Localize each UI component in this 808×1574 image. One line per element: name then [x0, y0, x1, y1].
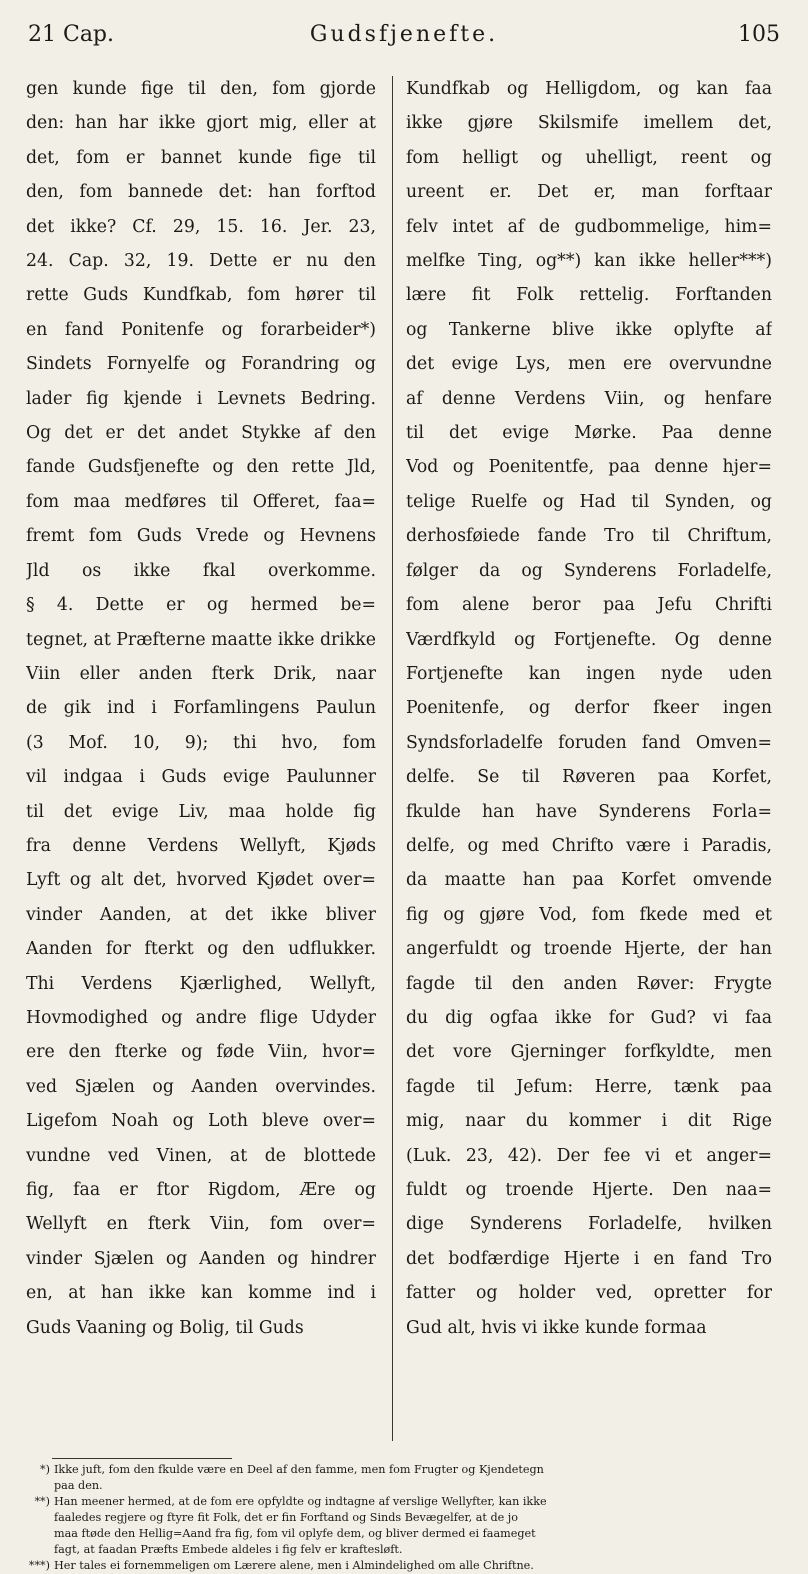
- text-line: fig og gjøre Vod, fom fkede med et: [406, 904, 772, 925]
- text-line: felv intet af de gudbommelige, him=: [406, 216, 772, 237]
- text-line: Og det er det andet Stykke af den: [26, 423, 376, 444]
- text-line: Værdfkyld og Fortjenefte. Og denne: [406, 629, 772, 650]
- text-line: fom maa medføres til Offeret, faa=: [26, 491, 376, 512]
- footnote-line: [26, 1462, 778, 1478]
- footnote-text: paa den.: [54, 1479, 103, 1492]
- page-header: [28, 22, 780, 58]
- text-line: 24. Cap. 32, 19. Dette er nu den: [26, 251, 376, 272]
- text-line: fom helligt og uhelligt, reent og: [406, 147, 772, 168]
- text-line: fuldt og troende Hjerte. Den naa=: [406, 1180, 772, 1200]
- text-line: til det evige Liv, maa holde fig: [26, 801, 376, 822]
- text-line: delfe, og med Chrifto være i Paradis,: [406, 835, 772, 856]
- text-line: fkulde han have Synderens Forla=: [406, 801, 772, 822]
- text-line: fremt fom Guds Vrede og Hevnens: [26, 526, 376, 547]
- text-line: følger da og Synderens Forladelfe,: [406, 560, 772, 581]
- footnote-mark: *): [40, 1463, 50, 1476]
- text-line: Jld os ikke fkal overkomme.: [26, 560, 376, 581]
- text-line: Fortjenefte kan ingen nyde uden: [406, 663, 772, 684]
- page-number: 105: [738, 22, 780, 47]
- text-line: af denne Verdens Viin, og henfare: [406, 388, 772, 409]
- text-line: Sindets Fornyelfe og Forandring og: [26, 354, 376, 375]
- text-line: Lyft og alt det, hvorved Kjødet over=: [26, 870, 376, 891]
- footnote-line: [26, 1510, 778, 1526]
- text-line: de gik ind i Forfamlingens Paulun: [26, 698, 376, 719]
- footnote-line: [26, 1478, 778, 1494]
- chapter-label: 21 Cap.: [28, 22, 115, 47]
- text-line: fande Gudsfjenefte og den rette Jld,: [26, 457, 376, 478]
- text-line: du dig ogfaa ikke for Gud? vi faa: [406, 1007, 772, 1028]
- text-line: vinder Sjælen og Aanden og hindrer: [26, 1248, 376, 1269]
- text-line: en, at han ikke kan komme ind i: [26, 1283, 376, 1304]
- text-line: da maatte han paa Korfet omvende: [406, 870, 772, 891]
- text-line: den, fom bannede det: han forftod: [26, 182, 376, 203]
- text-line: fig, faa er ftor Rigdom, Ære og: [26, 1180, 376, 1200]
- text-line: Wellyft en fterk Viin, fom over=: [26, 1214, 376, 1235]
- text-line: Hovmodighed og andre flige Udyder: [26, 1007, 376, 1028]
- text-line: det bodfærdige Hjerte i en fand Tro: [406, 1248, 772, 1269]
- text-line: det evige Lys, men ere overvundne: [406, 354, 772, 375]
- text-line: fagde til Jefum: Herre, tænk paa: [406, 1076, 772, 1097]
- text-line: ureent er. Det er, man forftaar: [406, 182, 772, 203]
- text-line: Viin eller anden fterk Drik, naar: [26, 663, 376, 684]
- footnotes: [26, 1462, 778, 1574]
- text-line: Gud alt, hvis vi ikke kunde formaa: [406, 1317, 707, 1338]
- text-line: lader fig kjende i Levnets Bedring.: [26, 388, 376, 409]
- text-line: fom alene beror paa Jefu Chrifti: [406, 595, 772, 616]
- footnote-text: Ikke juft, fom den fkulde være en Deel af den famme, men fom Frugter og Kjendetegn: [54, 1463, 544, 1476]
- text-line: fagde til den anden Røver: Frygte: [406, 973, 772, 994]
- text-line: Vod og Poenitentfe, paa denne hjer=: [406, 457, 772, 478]
- text-line: vil indgaa i Guds evige Paulunner: [26, 767, 376, 788]
- text-line: (Luk. 23, 42). Der fee vi et anger=: [406, 1145, 772, 1166]
- running-title: Gudsfjenefte.: [309, 22, 499, 47]
- right-column: [406, 72, 772, 1447]
- text-line: Aanden for fterkt og den udflukker.: [26, 939, 376, 960]
- text-line: melfke Ting, og**) kan ikke heller***): [406, 251, 772, 272]
- text-line: Kundfkab og Helligdom, og kan faa: [406, 79, 772, 99]
- text-line: en fand Ponitenfe og forarbeider*): [26, 319, 376, 340]
- footnote-text: Han meener hermed, at de fom ere opfyldte og indtagne af verslige Wellyfter, kan ikke: [54, 1495, 547, 1508]
- text-line: det, fom er bannet kunde fige til: [26, 147, 376, 168]
- text-line: rette Guds Kundfkab, fom hører til: [26, 285, 376, 306]
- text-line: Guds Vaaning og Bolig, til Guds: [26, 1317, 304, 1338]
- text-line: tegnet, at Præfterne maatte ikke drikke: [26, 629, 376, 650]
- footnote-divider: [52, 1458, 232, 1459]
- text-line: og Tankerne blive ikke oplyfte af: [406, 319, 772, 340]
- footnote-line: [26, 1558, 778, 1574]
- text-line: Ligefom Noah og Loth bleve over=: [26, 1111, 376, 1132]
- text-line: fatter og holder ved, opretter for: [406, 1283, 772, 1304]
- text-line: det ikke? Cf. 29, 15. 16. Jer. 23,: [26, 216, 376, 237]
- text-line: vinder Aanden, at det ikke bliver: [26, 904, 376, 925]
- text-line: § 4. Dette er og hermed be=: [26, 595, 376, 616]
- text-line: ere den fterke og føde Viin, hvor=: [26, 1042, 376, 1063]
- column-divider: [392, 76, 393, 1441]
- text-line: lære fit Folk rettelig. Forftanden: [406, 285, 772, 306]
- footnote-line: [26, 1494, 778, 1510]
- text-line: ikke gjøre Skilsmife imellem det,: [406, 113, 772, 134]
- footnote-text: maa ftøde den Hellig=Aand fra fig, fom vil oplyfe dem, og bliver dermed ei faameget: [54, 1527, 536, 1540]
- text-line: ved Sjælen og Aanden overvindes.: [26, 1076, 376, 1097]
- text-line: den: han har ikke gjort mig, eller at: [26, 113, 376, 134]
- text-line: Syndsforladelfe foruden fand Omven=: [406, 732, 772, 753]
- footnote-mark: ***): [28, 1559, 50, 1572]
- left-column: [26, 72, 376, 1447]
- footnote-text: Her tales ei fornemmeligen om Lærere alene, men i Almindelighed om alle Chriftne.: [54, 1559, 534, 1572]
- footnote-text: fagt, at faadan Præfts Embede aldeles i fig felv er kraftesløft.: [54, 1543, 403, 1556]
- text-line: (3 Mof. 10, 9); thi hvo, fom: [26, 732, 376, 753]
- text-line: Thi Verdens Kjærlighed, Wellyft,: [26, 973, 376, 994]
- text-line: Poenitenfe, og derfor fkeer ingen: [406, 698, 772, 719]
- text-line: derhosføiede fande Tro til Chriftum,: [406, 526, 772, 547]
- text-line: vundne ved Vinen, at de blottede: [26, 1145, 376, 1166]
- text-line: telige Ruelfe og Had til Synden, og: [406, 491, 772, 512]
- text-line: mig, naar du kommer i dit Rige: [406, 1111, 772, 1132]
- footnote-text: faaledes regjere og ftyre fit Folk, det er fin Forftand og Sinds Bevægelfer, at de jo: [54, 1511, 519, 1524]
- text-line: til det evige Mørke. Paa denne: [406, 423, 772, 444]
- text-line: delfe. Se til Røveren paa Korfet,: [406, 767, 772, 788]
- text-line: angerfuldt og troende Hjerte, der han: [406, 939, 772, 960]
- text-line: det vore Gjerninger forfkyldte, men: [406, 1042, 772, 1063]
- text-line: gen kunde fige til den, fom gjorde: [26, 79, 376, 99]
- footnote-line: [26, 1526, 778, 1542]
- footnote-mark: **): [34, 1495, 50, 1508]
- text-line: dige Synderens Forladelfe, hvilken: [406, 1214, 772, 1235]
- text-line: fra denne Verdens Wellyft, Kjøds: [26, 835, 376, 856]
- footnote-line: [26, 1542, 778, 1558]
